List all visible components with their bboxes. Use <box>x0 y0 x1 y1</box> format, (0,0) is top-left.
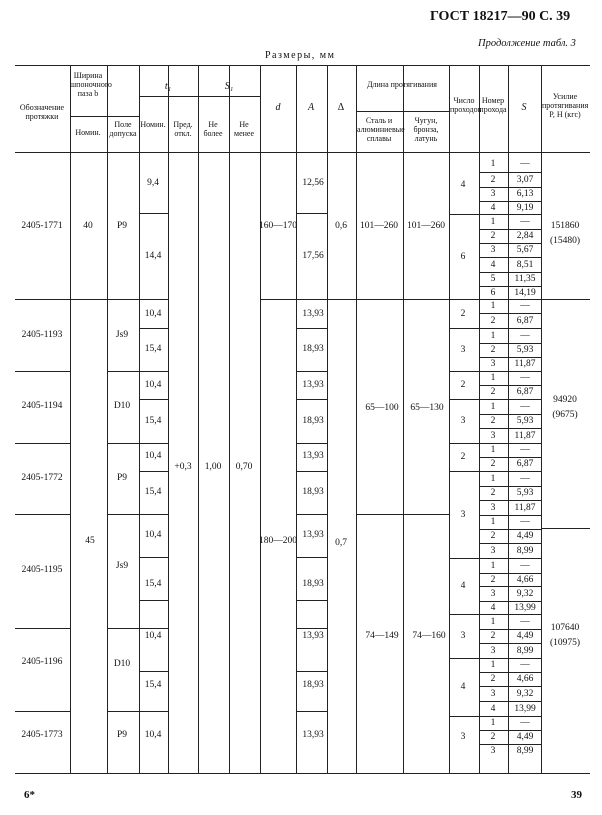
feed-value: 13,99 <box>514 703 536 714</box>
rule-h <box>15 371 70 372</box>
header-s1-min: Не менее <box>234 120 254 138</box>
pass-number: 2 <box>490 345 496 355</box>
header-t1-dev: Пред. откл. <box>173 120 193 138</box>
rule-h <box>15 514 70 515</box>
rule-h <box>139 514 168 515</box>
rule-h <box>449 658 479 659</box>
pass-number: 2 <box>490 631 496 641</box>
rule-h <box>479 558 541 559</box>
t1-value: 10,4 <box>144 730 162 740</box>
rule-h <box>479 328 541 329</box>
rule-h <box>479 730 541 731</box>
rule-h <box>70 299 107 300</box>
rule-h <box>356 111 449 112</box>
pass-number: 2 <box>490 387 496 397</box>
rule-h <box>479 614 541 615</box>
feed-value: — <box>520 616 530 627</box>
feed-value: 9,32 <box>516 588 534 599</box>
header-designation: Обозначение протяжки <box>19 103 65 121</box>
rule-h <box>479 313 541 314</box>
page-number: 39 <box>571 789 582 801</box>
feed-value: 4,49 <box>516 732 534 742</box>
rule-h <box>327 299 356 300</box>
header-s1-max: Не более <box>203 120 223 138</box>
rule-h <box>15 443 70 444</box>
rule-h <box>139 299 168 300</box>
rule-h <box>449 371 479 372</box>
rule-v <box>327 65 328 773</box>
pass-count: 3 <box>460 732 466 742</box>
rule-h <box>479 187 541 188</box>
rule-h <box>139 711 168 712</box>
rule-h <box>479 658 541 659</box>
pass-number: 2 <box>490 315 496 326</box>
feed-value: 8,51 <box>516 259 534 270</box>
force-kgf: (15480) <box>549 236 581 246</box>
pass-number: 1 <box>490 373 496 383</box>
pass-count: 4 <box>460 180 466 190</box>
rule-h <box>107 299 139 300</box>
A-value: 13,93 <box>302 451 324 461</box>
rule-h <box>479 443 541 444</box>
rule-h <box>139 671 168 672</box>
rule-h <box>479 716 541 717</box>
rule-h <box>296 299 327 300</box>
rule-h <box>15 65 590 66</box>
pass-number: 3 <box>490 545 496 556</box>
designation: 2405-1772 <box>21 473 63 483</box>
A-value: 18,93 <box>302 344 324 354</box>
rule-h <box>479 399 541 400</box>
feed-value: — <box>520 216 530 227</box>
rule-h <box>296 711 327 712</box>
rule-h <box>479 515 541 516</box>
header-A: A <box>307 102 315 113</box>
length-steel: 101—260 <box>360 221 398 231</box>
pass-number: 3 <box>490 189 496 199</box>
pass-number: 3 <box>490 359 496 369</box>
pass-number: 5 <box>490 274 496 284</box>
rule-h <box>479 299 541 300</box>
rule-h <box>479 172 541 173</box>
feed-value: 3,07 <box>516 174 534 185</box>
rule-h <box>449 299 479 300</box>
t1-value: 9,4 <box>147 178 159 188</box>
t1-value: 15,4 <box>144 416 162 426</box>
header-cast-iron: Чугун, бронза, латунь <box>413 116 439 143</box>
feed-value: — <box>520 560 530 571</box>
feed-value: 5,93 <box>516 416 534 426</box>
pass-number: 1 <box>490 330 496 341</box>
rule-h <box>449 328 479 329</box>
rule-h <box>296 371 327 372</box>
rule-v <box>296 65 297 773</box>
rule-h <box>139 600 168 601</box>
tolerance-field: P9 <box>116 221 128 231</box>
rule-v <box>139 65 140 773</box>
header-tolerance: Поле допуска <box>109 120 137 138</box>
pass-number: 4 <box>490 259 496 270</box>
s1-max: 1,00 <box>204 462 222 472</box>
rule-h <box>107 514 139 515</box>
feed-value: — <box>520 718 530 728</box>
s1-min: 0,70 <box>235 462 253 472</box>
A-value: 13,93 <box>302 380 324 390</box>
rule-h <box>479 744 541 745</box>
rule-h <box>356 514 449 515</box>
feed-value: — <box>520 159 530 169</box>
pass-number: 1 <box>490 401 496 412</box>
rule-h <box>449 399 479 400</box>
pass-count: 2 <box>460 308 466 319</box>
rule-v <box>107 65 108 773</box>
tolerance-field: P9 <box>116 473 128 483</box>
t1-value: 10,4 <box>144 380 162 390</box>
pass-count: 2 <box>460 452 466 462</box>
pass-number: 6 <box>490 287 496 298</box>
feed-value: 6,87 <box>516 459 534 469</box>
rule-h <box>356 299 449 300</box>
A-value: 18,93 <box>302 416 324 426</box>
tolerance-field: Js9 <box>115 561 129 571</box>
rule-h <box>479 385 541 386</box>
pass-number: 2 <box>490 231 496 241</box>
rule-h <box>479 672 541 673</box>
rule-h <box>479 357 541 358</box>
d-range: 180—200 <box>259 536 297 546</box>
t1-value: 10,4 <box>144 309 162 319</box>
header-force: Усилие протягивания P, Н (кгс) <box>542 92 589 119</box>
length-cast: 74—160 <box>412 631 446 641</box>
header-S: S <box>521 102 527 113</box>
pass-number: 4 <box>490 202 496 213</box>
feed-value: 11,87 <box>514 359 536 369</box>
pass-number: 3 <box>490 746 496 756</box>
A-value: 17,56 <box>302 251 324 261</box>
rule-h <box>296 328 327 329</box>
pass-number: 2 <box>490 531 496 541</box>
pass-number: 2 <box>490 732 496 742</box>
length-steel: 74—149 <box>365 631 399 641</box>
rule-h <box>449 443 479 444</box>
length-cast: 65—130 <box>410 403 444 413</box>
pass-number: 1 <box>490 718 496 728</box>
pass-count: 4 <box>460 581 466 591</box>
rule-h <box>479 343 541 344</box>
pass-number: 1 <box>490 560 496 571</box>
t1-value: 10,4 <box>144 451 162 461</box>
pass-number: 2 <box>490 416 496 426</box>
pass-number: 2 <box>490 488 496 498</box>
feed-value: 6,13 <box>516 189 534 199</box>
rule-h <box>139 557 168 558</box>
feed-value: 6,87 <box>516 387 534 397</box>
feed-value: — <box>520 373 530 383</box>
pass-number: 3 <box>490 688 496 699</box>
rule-h <box>15 152 590 153</box>
pass-number: 1 <box>490 473 496 484</box>
rule-h <box>139 471 168 472</box>
A-value: 18,93 <box>302 487 324 497</box>
rule-h <box>479 428 541 429</box>
feed-value: 4,66 <box>516 574 534 585</box>
rule-h <box>15 628 70 629</box>
pass-count: 6 <box>460 251 466 262</box>
rule-h <box>107 628 139 629</box>
rule-v <box>356 65 357 773</box>
feed-value: 4,49 <box>516 631 534 641</box>
header-d: d <box>275 102 281 113</box>
feed-value: — <box>520 301 530 311</box>
t1-value: 10,4 <box>144 530 162 540</box>
rule-h <box>479 272 541 273</box>
rule-h <box>449 558 479 559</box>
pass-number: 1 <box>490 517 496 527</box>
rule-h <box>296 443 327 444</box>
rule-v <box>70 65 71 773</box>
rule-h <box>449 716 479 717</box>
pass-number: 4 <box>490 703 496 714</box>
pass-count: 3 <box>460 631 466 641</box>
feed-value: 9,32 <box>516 688 534 699</box>
header-s1: S₁ <box>224 81 234 92</box>
rule-h <box>70 116 139 117</box>
rule-h <box>479 543 541 544</box>
feed-value: — <box>520 473 530 484</box>
feed-value: 8,99 <box>516 645 534 656</box>
rule-h <box>479 586 541 587</box>
delta-value: 0,7 <box>335 538 347 548</box>
dimensions-caption: Размеры, мм <box>265 50 336 61</box>
continuation-label: Продолжение табл. 3 <box>478 38 576 49</box>
tolerance-field: Js9 <box>115 330 129 340</box>
pass-count: 3 <box>460 416 466 426</box>
rule-h <box>479 471 541 472</box>
A-value: 13,93 <box>302 309 324 319</box>
feed-value: 5,93 <box>516 488 534 498</box>
pass-number: 3 <box>490 645 496 656</box>
rule-h <box>296 514 327 515</box>
feed-value: 13,99 <box>514 602 536 613</box>
footer-left: 6* <box>24 789 35 801</box>
standard-title: ГОСТ 18217—90 С. 39 <box>430 9 571 24</box>
rule-v <box>229 65 230 773</box>
rule-h <box>198 96 260 97</box>
pass-number: 3 <box>490 502 496 513</box>
header-length: Длина протягивания <box>367 80 437 89</box>
A-value: 18,93 <box>302 579 324 589</box>
pass-number: 3 <box>490 245 496 255</box>
designation: 2405-1196 <box>21 657 63 667</box>
pass-count: 3 <box>460 509 466 520</box>
rule-h <box>139 328 168 329</box>
force-newton: 94920 <box>553 395 577 405</box>
rule-h <box>479 629 541 630</box>
rule-h <box>479 529 541 530</box>
pass-count: 3 <box>460 344 466 355</box>
rule-h <box>541 528 590 529</box>
feed-value: 6,87 <box>516 315 534 326</box>
feed-value: 9,19 <box>516 202 534 213</box>
rule-h <box>479 457 541 458</box>
rule-h <box>139 399 168 400</box>
designation: 2405-1195 <box>21 565 63 575</box>
rule-h <box>260 299 296 300</box>
rule-h <box>479 701 541 702</box>
header-t1: t₁ <box>164 81 172 92</box>
t1-value: 14,4 <box>144 251 162 261</box>
rule-v <box>541 65 542 773</box>
feed-value: — <box>520 445 530 455</box>
rule-h <box>15 711 70 712</box>
pass-number: 4 <box>490 602 496 613</box>
tolerance-field: D10 <box>113 659 131 669</box>
rule-h <box>296 557 327 558</box>
rule-h <box>449 614 479 615</box>
rule-v <box>198 65 199 773</box>
d-range: 160—170 <box>259 221 297 231</box>
pass-number: 2 <box>490 574 496 585</box>
nominal-width: 40 <box>83 221 93 231</box>
designation: 2405-1194 <box>21 401 63 411</box>
feed-value: 8,99 <box>516 545 534 556</box>
rule-h <box>479 686 541 687</box>
A-value: 13,93 <box>302 530 324 540</box>
rule-h <box>479 257 541 258</box>
tolerance-field: D10 <box>113 401 131 411</box>
rule-v <box>168 65 169 773</box>
pass-number: 1 <box>490 445 496 455</box>
feed-value: 2,84 <box>516 231 534 241</box>
pass-number: 3 <box>490 430 496 441</box>
rule-h <box>139 443 168 444</box>
pass-number: 2 <box>490 459 496 469</box>
rule-h <box>479 643 541 644</box>
feed-value: — <box>520 401 530 412</box>
feed-value: 4,66 <box>516 674 534 684</box>
rule-h <box>139 213 168 214</box>
pass-number: 1 <box>490 301 496 311</box>
pass-count: 4 <box>460 682 466 692</box>
pass-number: 2 <box>490 674 496 684</box>
rule-h <box>479 414 541 415</box>
feed-value: 8,99 <box>516 746 534 756</box>
rule-v <box>449 65 450 773</box>
header-passes: Число проходов <box>450 96 482 114</box>
t1-value: 15,4 <box>144 680 162 690</box>
pass-number: 1 <box>490 660 496 670</box>
rule-h <box>449 471 479 472</box>
A-value: 13,93 <box>302 730 324 740</box>
force-kgf: (9675) <box>552 410 578 420</box>
rule-h <box>296 628 327 629</box>
pass-number: 2 <box>490 174 496 185</box>
feed-value: — <box>520 517 530 527</box>
rule-h <box>479 500 541 501</box>
rule-h <box>296 600 327 601</box>
t1-deviation: +0,3 <box>174 462 192 472</box>
feed-value: 11,87 <box>514 430 536 441</box>
feed-value: 4,49 <box>516 531 534 541</box>
header-t1-nom: Номин. <box>140 120 166 129</box>
feed-value: 11,35 <box>514 274 536 284</box>
rule-h <box>107 711 139 712</box>
rule-h <box>296 671 327 672</box>
delta-value: 0,6 <box>335 221 347 231</box>
t1-value: 15,4 <box>144 487 162 497</box>
header-pass-no: Номер прохода <box>479 96 507 114</box>
pass-number: 3 <box>490 588 496 599</box>
designation: 2405-1773 <box>21 730 63 740</box>
force-newton: 107640 <box>550 623 580 633</box>
rule-h <box>139 628 168 629</box>
rule-h <box>15 299 70 300</box>
rule-v <box>403 65 404 773</box>
rule-h <box>479 229 541 230</box>
feed-value: 5,93 <box>516 345 534 355</box>
rule-h <box>139 371 168 372</box>
rule-h <box>541 299 590 300</box>
A-value: 18,93 <box>302 680 324 690</box>
pass-count: 2 <box>460 380 466 390</box>
pass-number: 1 <box>490 616 496 627</box>
header-steel: Сталь и алюминиевые сплавы <box>357 116 405 143</box>
t1-value: 15,4 <box>144 579 162 589</box>
rule-h <box>449 214 479 215</box>
A-value: 13,93 <box>302 631 324 641</box>
rule-h <box>479 214 541 215</box>
force-newton: 151860 <box>550 221 580 231</box>
designation: 2405-1771 <box>21 221 63 231</box>
pass-number: 1 <box>490 159 496 169</box>
rule-h <box>479 371 541 372</box>
length-cast: 101—260 <box>407 221 445 231</box>
nominal-width: 45 <box>85 536 95 546</box>
rule-h <box>139 96 198 97</box>
rule-h <box>296 399 327 400</box>
rule-h <box>479 486 541 487</box>
t1-value: 10,4 <box>144 631 162 641</box>
header-key-width: Ширина шпоночного паза b <box>70 71 112 98</box>
tolerance-field: P9 <box>116 730 128 740</box>
rule-v <box>260 65 261 773</box>
feed-value: 14,19 <box>514 287 536 298</box>
feed-value: — <box>520 330 530 341</box>
designation: 2405-1193 <box>21 330 63 340</box>
t1-value: 15,4 <box>144 344 162 354</box>
rule-h <box>479 243 541 244</box>
rule-h <box>15 773 590 774</box>
force-kgf: (10975) <box>549 638 581 648</box>
pass-number: 1 <box>490 216 496 227</box>
rule-h <box>107 371 139 372</box>
header-delta: Δ <box>337 102 345 113</box>
feed-value: — <box>520 660 530 670</box>
A-value: 12,56 <box>302 178 324 188</box>
length-steel: 65—100 <box>365 403 399 413</box>
feed-value: 11,87 <box>514 502 536 513</box>
feed-value: 5,67 <box>516 245 534 255</box>
rule-h <box>296 471 327 472</box>
header-nominal: Номин. <box>75 128 101 137</box>
rule-h <box>296 213 327 214</box>
rule-h <box>107 443 139 444</box>
